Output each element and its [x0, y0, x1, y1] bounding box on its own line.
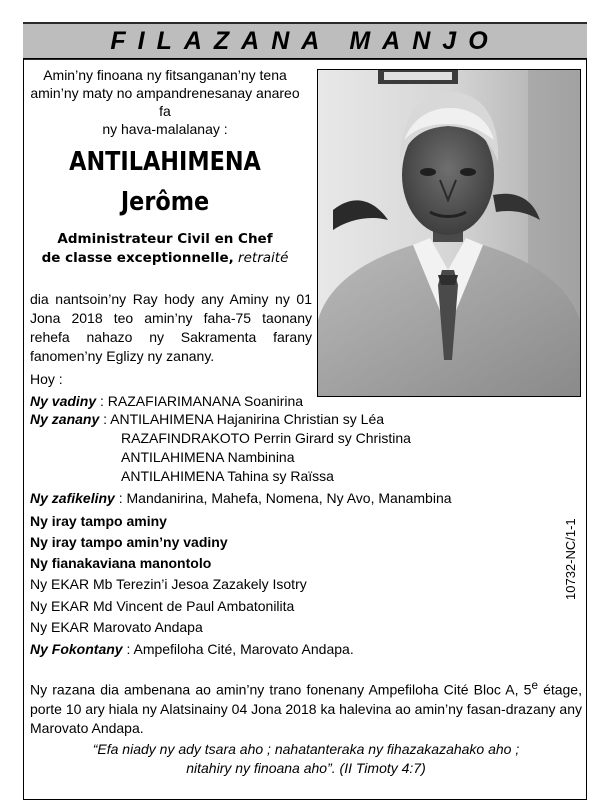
- iray-tampo-vadiny-line: Ny iray tampo amin’ny vadiny: [30, 534, 228, 550]
- intro-line: amin’ny maty no ampandrenesanay anareo fa: [30, 85, 300, 119]
- fokontany-row: [30, 640, 354, 659]
- deceased-surname: ANTILAHIMENA: [69, 147, 261, 177]
- reference-code: 10732-NC/1-1: [563, 518, 578, 600]
- closing-sup: e: [531, 679, 538, 692]
- portrait-image: [318, 70, 580, 396]
- zanany-value: : ANTILAHIMENA Hajanirina Christian sy Léa: [99, 411, 385, 427]
- intro-text: [30, 66, 300, 138]
- portrait-photo: [317, 69, 581, 397]
- zanany-label: Ny zanany: [30, 411, 100, 427]
- closing-part2: étage, porte 10 ary hiala ny Alatsinainy 04 Jona 2018 ka halevina ao amin’ny fasan-drazany any Marovato Andapa.: [30, 681, 582, 736]
- zafikeliny-row: [30, 489, 452, 508]
- header-banner: [23, 22, 587, 60]
- quote-line: “Efa niady ny ady tsara aho ; nahatanteraka ny fihazakazahako aho ;: [92, 741, 520, 757]
- zafikeliny-value: : Mandanirina, Mahefa, Nomena, Ny Avo, Manambina: [114, 490, 452, 506]
- iray-tampo-line: Ny iray tampo aminy: [30, 513, 167, 529]
- vadiny-value: : RAZAFIARIMANANA Soanirina: [96, 393, 304, 409]
- title-line: [30, 249, 300, 268]
- title-line: Administrateur Civil en Chef: [57, 231, 273, 247]
- deceased-firstname: Jerôme: [120, 187, 210, 217]
- zafikeliny-label: Ny zafikeliny: [30, 490, 115, 506]
- header-title: FILAZANA MANJO: [110, 26, 500, 55]
- announcement-text: dia nantsoin’ny Ray hody any Aminy ny 01 Jona 2018 teo amin’ny faha-75 taonany rehefa nahazo ny Sakramenta farany fanomen’ny Eglizy ny zanany.: [30, 291, 312, 364]
- fianakaviana-line: Ny fianakaviana manontolo: [30, 555, 212, 571]
- zanany-line: ANTILAHIMENA Tahina sy Raïssa: [121, 468, 334, 484]
- zanany-line: RAZAFINDRAKOTO Perrin Girard sy Christina: [121, 430, 411, 446]
- intro-line: Amin’ny finoana ny fitsanganan’ny tena: [43, 67, 287, 83]
- quote-line: nitahiry ny finoana aho”. (II Timoty 4:7): [186, 760, 426, 776]
- fokontany-value: : Ampefiloha Cité, Marovato Andapa.: [122, 641, 354, 657]
- vadiny-row: [30, 392, 303, 411]
- intro-line: ny hava-malalanay :: [102, 121, 228, 137]
- vadiny-label: Ny vadiny: [30, 393, 97, 409]
- hoy-label: Hoy :: [30, 371, 63, 387]
- closing-part1: Ny razana dia ambenana ao amin’ny trano fonenany Ampefiloha Cité Bloc A, 5: [30, 681, 532, 698]
- zanany-row: [30, 410, 384, 429]
- ekar-line: Ny EKAR Mb Terezin’i Jesoa Zazakely Isotry: [30, 576, 307, 592]
- zanany-line: ANTILAHIMENA Nambinina: [121, 449, 295, 465]
- closing-text: [30, 676, 582, 738]
- fokontany-label: Ny Fokontany: [30, 641, 123, 657]
- retired-label: retraité: [233, 250, 289, 266]
- ekar-line: Ny EKAR Md Vincent de Paul Ambatonilita: [30, 598, 295, 614]
- ekar-line: Ny EKAR Marovato Andapa: [30, 619, 203, 635]
- title-line-2: de classe exceptionnelle,: [41, 250, 234, 266]
- deceased-title: [30, 230, 300, 268]
- bible-quote: [30, 740, 582, 778]
